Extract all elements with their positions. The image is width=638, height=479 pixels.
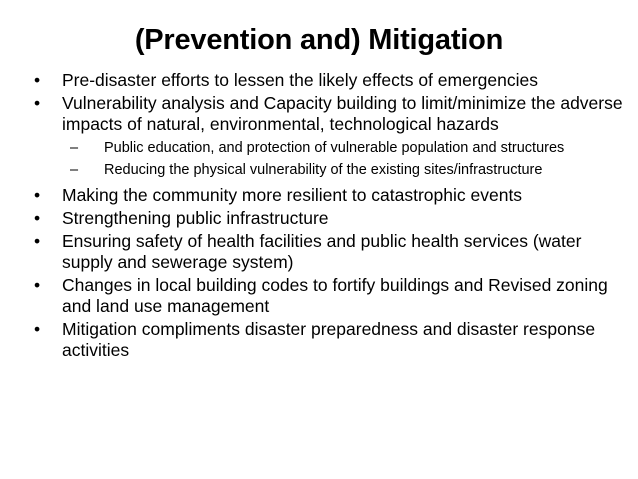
bullet-text: Mitigation compliments disaster preparedness and disaster response activities [62, 319, 596, 360]
bullet-list [34, 70, 626, 363]
bullet-item [34, 208, 626, 229]
bullet-marker: • [34, 275, 41, 295]
bullet-marker: • [34, 231, 41, 251]
bullet-marker: • [34, 70, 41, 90]
bullet-item [34, 275, 626, 317]
slide-title: (Prevention and) Mitigation [134, 24, 504, 56]
bullet-marker: • [34, 208, 41, 228]
bullet-item [34, 231, 626, 273]
bullet-item [34, 70, 626, 91]
sub-bullet-text: Reducing the physical vulnerability of the existing sites/infrastructure [104, 162, 543, 178]
bullet-item [34, 319, 626, 361]
bullet-text: Changes in local building codes to fortify buildings and Revised zoning and land use management [62, 275, 608, 316]
sub-bullet-item [62, 161, 626, 179]
bullet-marker: • [34, 93, 41, 113]
bullet-text: Pre-disaster efforts to lessen the likely effects of emergencies [62, 70, 538, 90]
sub-bullet-marker: – [70, 162, 79, 178]
bullet-item [34, 93, 626, 135]
sub-bullet-text: Public education, and protection of vulnerable population and structures [104, 140, 565, 156]
bullet-marker: • [34, 185, 41, 205]
bullet-marker: • [34, 319, 41, 339]
bullet-text: Vulnerability analysis and Capacity building to limit/minimize the adverse impacts of natural, environmental, technological hazards [62, 93, 623, 134]
sub-bullet-item [62, 139, 626, 157]
sub-bullet-marker: – [70, 140, 79, 156]
bullet-text: Strengthening public infrastructure [62, 208, 329, 228]
bullet-item [34, 185, 626, 206]
bullet-text: Making the community more resilient to catastrophic events [62, 185, 523, 205]
bullet-text: Ensuring safety of health facilities and public health services (water supply and sewerage system) [62, 231, 582, 272]
